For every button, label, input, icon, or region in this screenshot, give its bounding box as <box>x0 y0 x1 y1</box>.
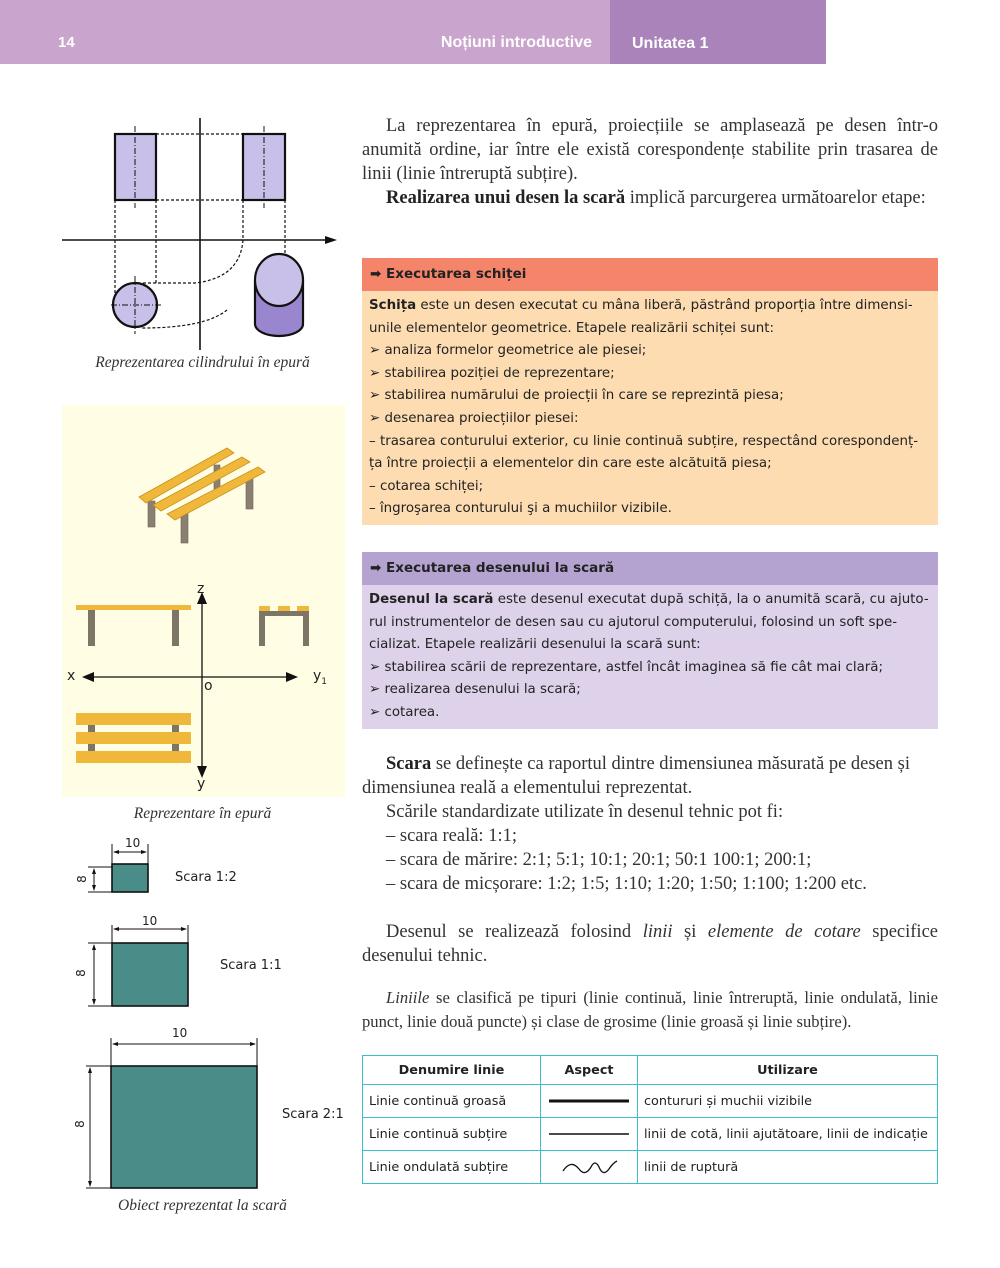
bench-3d-figure <box>62 405 345 565</box>
table-row <box>363 1151 938 1184</box>
line-use: linii de cotă, linii ajutătoare, linii de indicație <box>638 1118 938 1151</box>
desenul-paragraph <box>362 920 938 968</box>
scale-1-1-width-dim: 10 <box>142 914 158 928</box>
schita-title: ➡ Executarea schiței <box>362 258 938 291</box>
scale-1-1-height-dim: 8 <box>73 969 88 977</box>
desen-line: ➢ stabilirea scării de reprezentare, astfel încât imaginea să fie cât mai clară; <box>369 659 883 675</box>
line-name: Linie ondulată subțire <box>363 1151 541 1184</box>
scara-item: – scara de micșorare: 1:2; 1:5; 1:10; 1:20; 1:50; 1:100; 1:200 etc. <box>386 874 867 894</box>
intro-paragraph <box>362 114 938 186</box>
schita-line: – cotarea schiței; <box>369 478 484 494</box>
scale-2-1-label: Scara 2:1 <box>282 1107 344 1122</box>
desenul-text: specifice desenului tehnic. <box>362 922 938 966</box>
scale-2-1-height-dim: 8 <box>72 1120 87 1128</box>
scara-def-text: se definește ca raportul dintre dimensiunea măsurată pe desen și dimensiunea reală a elementului reprezentat. <box>362 754 910 798</box>
schita-line <box>369 295 930 318</box>
schita-body <box>362 291 938 525</box>
schita-line: ța între proiecții a elementelor din care este alcătuită piesa; <box>369 456 772 472</box>
cylinder-caption: Reprezentarea cilindrului în epură <box>95 354 310 371</box>
schita-line: ➢ stabilirea poziției de reprezentare; <box>369 365 615 381</box>
etape-bold: Realizarea unui desen la scară <box>386 188 626 208</box>
scale-figures <box>70 830 350 1200</box>
liniile-italic: Liniile <box>386 988 430 1007</box>
line-aspect <box>541 1151 638 1184</box>
axis-y1-label <box>313 668 327 687</box>
scale-1-2-height-dim: 8 <box>74 875 89 883</box>
desenul-text: Desenul se realizează folosind <box>386 922 643 942</box>
scale-1-2-label: Scara 1:2 <box>175 870 237 885</box>
axis-z-label: z <box>197 581 205 597</box>
intro-text: La reprezentarea în epură, proiecțiile se amplasează pe desen într-o anumită ordine, iar între ele există corespondențe stabilite prin trasarea de linii (linie întreruptă subțire). <box>362 116 938 184</box>
liniile-text: se clasifică pe tipuri (linie continuă, linie întreruptă, linie ondulată, linie punct, linie două puncte) și clase de grosime (linie groasă și linie subțire). <box>362 988 938 1031</box>
axis-origin-label: o <box>204 678 213 694</box>
scara-intro: Scările standardizate utilizate în desenul tehnic pot fi: <box>386 802 784 822</box>
schita-box <box>362 258 938 525</box>
table-header: Denumire linie <box>363 1056 541 1085</box>
desen-line: ➢ cotarea. <box>369 704 440 720</box>
schita-line: unile elementelor geometrice. Etapele realizării schiței sunt: <box>369 320 774 336</box>
desen-line: ➢ realizarea desenului la scară; <box>369 682 581 698</box>
scale-2-1-width-dim: 10 <box>172 1026 188 1040</box>
schita-line: ➢ desenarea proiecțiilor piesei: <box>369 410 579 426</box>
desen-line-text: este desenul executat după schiță, la o anumită scară, cu ajuto- <box>493 592 929 607</box>
scara-item: – scara de mărire: 2:1; 5:1; 10:1; 20:1; 50:1 100:1; 200:1; <box>386 850 812 870</box>
scara-list <box>362 800 938 896</box>
thick-line-icon <box>547 1096 631 1106</box>
line-use: contururi și muchii vizibile <box>638 1085 938 1118</box>
epura-caption: Reprezentare în epură <box>133 805 272 822</box>
unit-label: Unitatea 1 <box>632 35 709 52</box>
liniile-paragraph <box>362 986 938 1034</box>
desenul-italic-linii: linii <box>642 922 673 942</box>
schita-line: ➢ analiza formelor geometrice ale piesei; <box>369 343 647 359</box>
table-header-row <box>363 1056 938 1085</box>
line-aspect <box>541 1118 638 1151</box>
etape-paragraph <box>362 186 938 210</box>
cylinder-epura-figure <box>55 118 345 350</box>
line-use: linii de ruptură <box>638 1151 938 1184</box>
etape-text: implică parcurgerea următoarelor etape: <box>625 188 926 208</box>
axis-y-label: y <box>197 776 206 792</box>
table-row <box>363 1118 938 1151</box>
wavy-line-icon <box>547 1157 631 1177</box>
axis-y1-text: y <box>313 668 322 684</box>
page-number: 14 <box>58 34 75 51</box>
axis-y1-subscript: 1 <box>321 676 328 687</box>
scale-caption: Obiect reprezentat la scară <box>118 1197 287 1214</box>
desen-line: cializat. Etapele realizării desenului la scară sunt: <box>369 637 701 653</box>
table-header: Aspect <box>541 1056 638 1085</box>
desen-body <box>362 585 938 729</box>
desen-line: rul instrumentelor de desen sau cu ajutorul computerului, folosind un soft spe- <box>369 614 898 630</box>
schita-lead: Schița <box>369 298 417 313</box>
desen-line <box>369 589 930 612</box>
unit-tab <box>610 0 826 64</box>
line-name: Linie continuă subțire <box>363 1118 541 1151</box>
schita-line: – îngroşarea conturului şi a muchiilor vizibile. <box>369 501 672 517</box>
desen-title: ➡ Executarea desenului la scară <box>362 552 938 585</box>
scara-definition <box>362 752 938 800</box>
desen-box <box>362 552 938 729</box>
schita-line: – trasarea conturului exterior, cu linie continuă subțire, respectând corespondenț- <box>369 433 919 449</box>
table-header: Utilizare <box>638 1056 938 1085</box>
desenul-italic-cotare: elemente de cotare <box>707 922 861 942</box>
schita-line-text: este un desen executat cu mâna liberă, păstrând proporția între dimensi- <box>416 298 913 313</box>
page-header <box>0 0 826 64</box>
desen-lead: Desenul la scară <box>369 592 494 607</box>
line-name: Linie continuă groasă <box>363 1085 541 1118</box>
axis-x-label: x <box>67 668 76 684</box>
line-aspect <box>541 1085 638 1118</box>
scara-item: – scara reală: 1:1; <box>386 826 517 846</box>
schita-line: ➢ stabilirea numărului de proiecții în care se reprezintă piesa; <box>369 388 784 404</box>
table-row <box>363 1085 938 1118</box>
thin-line-icon <box>547 1129 631 1139</box>
section-title: Noțiuni introductive <box>440 34 592 51</box>
scara-bold: Scara <box>386 754 432 774</box>
desenul-text: și <box>672 922 708 942</box>
line-types-table <box>362 1055 938 1184</box>
scale-1-2-width-dim: 10 <box>125 836 141 850</box>
scale-1-1-label: Scara 1:1 <box>220 958 282 973</box>
